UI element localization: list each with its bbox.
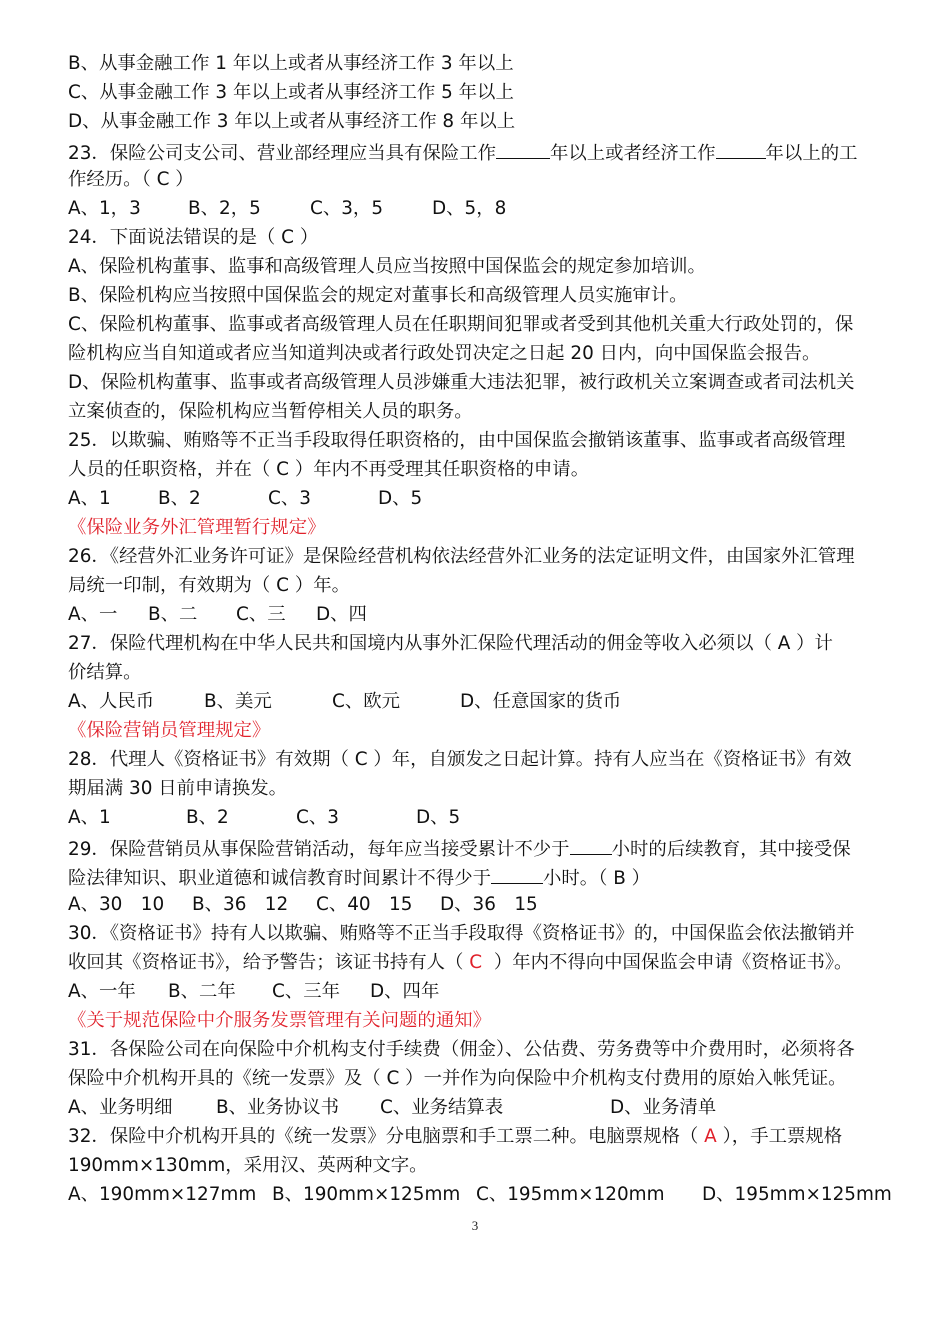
text-segment: 小时。（ B ） [543,868,651,889]
option: A、一 [68,604,118,625]
text-segment: ）年内不得向中国保监会申请《资格证书》。 [493,952,853,973]
question-24-option-b: B、保险机构应当按照中国保监会的规定对董事长和高级管理人员实施审计。 [68,285,688,306]
page-number: 3 [471,1218,479,1233]
question-23-stem [68,138,858,164]
option: C、三年 [272,981,341,1002]
question-30-stem-cont [68,950,852,976]
option: A、业务明细 [68,1097,173,1118]
question-32-stem [68,1124,842,1150]
question-30-stem: 30．《资格证书》持有人以欺骗、贿赂等不正当手段取得《资格证书》的，中国保监会依法撤销并 [68,923,855,944]
option: A、1，3 [68,198,141,219]
option: B、二年 [168,981,236,1002]
option: B、美元 [204,691,272,712]
question-29-stem-cont [68,863,650,889]
option: D、36 15 [440,894,538,915]
answer-highlight: A [704,1126,717,1147]
question-30-options [68,979,439,1005]
text-segment: 年以上或者经济工作 [550,143,716,164]
text-segment: 年以上的工 [765,143,858,164]
question-24-option-c-cont: 险机构应当自知道或者应当知道判决或者行政处罚决定之日起 20 日内，向中国保监会报告。 [68,343,821,364]
question-27-stem-cont: 价结算。 [68,662,142,683]
text-segment: ），手工票规格 [722,1126,843,1147]
text-segment: 29．保险营销员从事保险营销活动，每年应当接受累计不少于 [68,839,570,860]
section-heading: 《关于规范保险中介服务发票管理有关问题的通知》 [68,1010,491,1031]
fill-blank [716,138,766,159]
option: D、业务清单 [610,1097,717,1118]
option: C、40 15 [316,894,413,915]
option: D、四年 [370,981,440,1002]
section-heading: 《保险业务外汇管理暂行规定》 [68,517,326,538]
text-segment: 32．保险中介机构开具的《统一发票》分电脑票和手工票二种。电脑票规格（ [68,1126,699,1147]
question-23-stem-cont: 作经历。（ C ） [68,169,194,190]
option: A、30 10 [68,894,165,915]
question-27-stem: 27．保险代理机构在中华人民共和国境内从事外汇保险代理活动的佣金等收入必须以（ A ）计 [68,633,833,654]
text-segment: 23．保险公司支公司、营业部经理应当具有保险工作 [68,143,496,164]
question-31-stem: 31．各保险公司在向保险中介机构支付手续费（佣金）、公估费、劳务费等中介费用时，必须将各 [68,1039,855,1060]
option-line: C、从事金融工作 3 年以上或者从事经济工作 5 年以上 [68,82,514,103]
question-26-stem-cont: 局统一印制，有效期为（ C ）年。 [68,575,351,596]
text-segment: 小时的后续教育，其中接受保 [611,839,851,860]
text-segment: 收回其《资格证书》，给予警告；该证书持有人（ [68,952,464,973]
option: B、2 [158,488,201,509]
option: A、一年 [68,981,136,1002]
option: C、3 [296,807,339,828]
option: B、2 [186,807,229,828]
question-28-options [68,805,460,831]
question-25-stem-cont: 人员的任职资格，并在（ C ）年内不再受理其任职资格的申请。 [68,459,590,480]
question-29-options [68,892,538,918]
question-24-stem: 24．下面说法错误的是（ C ） [68,227,319,248]
fill-blank [570,834,612,855]
question-27-options [68,689,621,715]
question-23-options [68,196,506,222]
question-25-stem: 25．以欺骗、贿赂等不正当手段取得任职资格的，由中国保监会撤销该董事、监事或者高级管理 [68,430,846,451]
question-28-stem: 28．代理人《资格证书》有效期（ C ）年，自颁发之日起计算。持有人应当在《资格证书》有效 [68,749,852,770]
question-32-stem-cont: 190mm×130mm，采用汉、英两种文字。 [68,1155,428,1176]
option: D、任意国家的货币 [460,691,622,712]
option: B、190mm×125mm [272,1184,461,1205]
option: B、2，5 [188,198,261,219]
option-line: B、从事金融工作 1 年以上或者从事经济工作 3 年以上 [68,53,514,74]
fill-blank [496,138,550,159]
option: C、3 [268,488,311,509]
answer-highlight: C [469,952,483,973]
fill-blank [491,863,543,884]
question-31-options [68,1095,716,1121]
option: B、业务协议书 [216,1097,339,1118]
option: A、人民币 [68,691,155,712]
option: B、36 12 [192,894,289,915]
option: D、195mm×125mm [702,1184,892,1205]
question-32-options [68,1182,892,1208]
option: A、1 [68,488,111,509]
option: C、欧元 [332,691,401,712]
option: B、二 [148,604,198,625]
option: D、5 [378,488,423,509]
option: C、三 [236,604,286,625]
question-29-stem [68,834,851,860]
question-24-option-d: D、保险机构董事、监事或者高级管理人员涉嫌重大违法犯罪，被行政机关立案调查或者司法机关 [68,372,855,393]
option: C、3，5 [310,198,384,219]
option: A、1 [68,807,111,828]
question-28-stem-cont: 期届满 30 日前申请换发。 [68,778,287,799]
question-26-stem: 26．《经营外汇业务许可证》是保险经营机构依法经营外汇业务的法定证明文件，由国家外汇管理 [68,546,855,567]
question-25-options [68,486,422,512]
question-31-stem-cont: 保险中介机构开具的《统一发票》及（ C ）一并作为向保险中介机构支付费用的原始入帐凭证。 [68,1068,847,1089]
question-26-options [68,602,367,628]
section-heading: 《保险营销员管理规定》 [68,720,271,741]
option: D、5，8 [432,198,507,219]
question-24-option-a: A、保险机构董事、监事和高级管理人员应当按照中国保监会的规定参加培训。 [68,256,706,277]
option: D、5 [416,807,461,828]
option: A、190mm×127mm [68,1184,257,1205]
text-segment: 险法律知识、职业道德和诚信教育时间累计不得少于 [68,868,491,889]
option: D、四 [316,604,367,625]
option-line: D、从事金融工作 3 年以上或者从事经济工作 8 年以上 [68,111,516,132]
option: C、195mm×120mm [476,1184,665,1205]
option: C、业务结算表 [380,1097,504,1118]
question-24-option-c: C、保险机构董事、监事或者高级管理人员在任职期间犯罪或者受到其他机关重大行政处罚的，保 [68,314,854,335]
question-24-option-d-cont: 立案侦查的，保险机构应当暂停相关人员的职务。 [68,401,473,422]
